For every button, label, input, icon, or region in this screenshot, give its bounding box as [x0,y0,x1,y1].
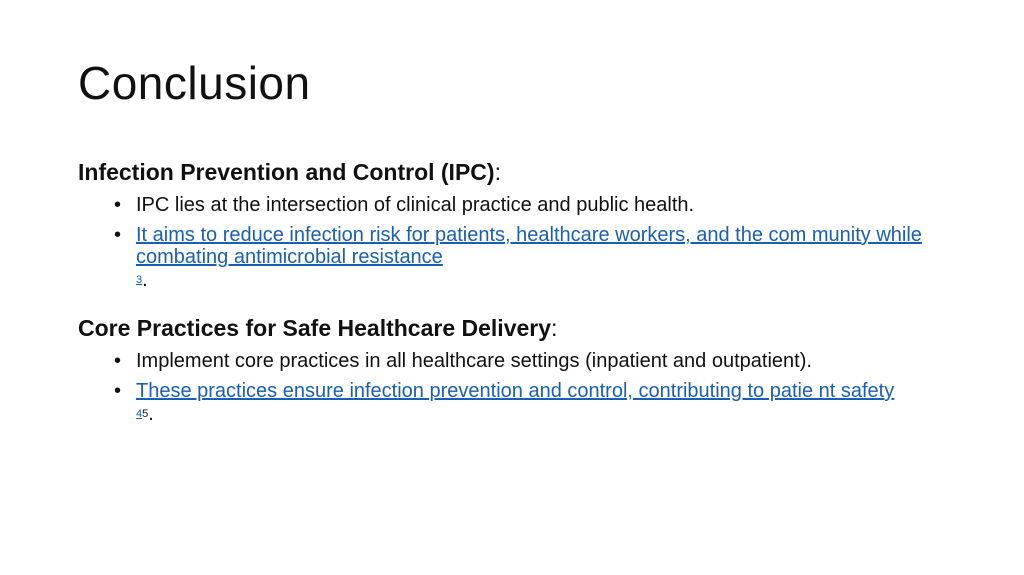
bullet-list [78,350,958,424]
bullet-dot-icon: • [114,350,122,372]
bullet-dot-icon: • [114,194,122,216]
section-heading-text: Infection Prevention and Control (IPC) [78,159,495,185]
bullet-item [78,224,958,290]
bullet-item [78,350,958,372]
section-heading [78,312,958,344]
section-heading [78,156,958,188]
bullet-text: Implement core practices in all healthcare settings (inpatient and outpatient). [136,350,812,372]
citation-line [136,404,958,424]
trailing-period: . [142,269,148,291]
citation-link-3[interactable]: 3 [136,274,143,286]
practices-ensure-link[interactable]: These practices ensure infection prevention and control, contributing to patie nt safety [136,380,895,402]
section-ipc [78,156,958,290]
section-heading-colon: : [494,159,501,185]
slide-content [78,156,958,432]
bullet-list [78,194,958,290]
bullet-text: IPC lies at the intersection of clinical practice and public health. [136,194,695,216]
section-heading-colon: : [551,315,558,341]
bullet-item [78,380,958,424]
ipc-aims-link[interactable]: It aims to reduce infection risk for patients, healthcare workers, and the com munity while combating antimicrobial resistance [136,224,922,268]
section-core-practices [78,312,958,424]
bullet-item [78,194,958,216]
trailing-period: . [148,403,154,425]
bullet-dot-icon: • [114,224,122,246]
citation-link-4[interactable]: 4 [136,408,143,420]
bullet-dot-icon: • [114,380,122,402]
slide-title: Conclusion [78,57,311,109]
citation-line [136,270,958,290]
citation-5[interactable]: 5 [142,408,149,420]
section-heading-text: Core Practices for Safe Healthcare Delivery [78,315,552,341]
section-gap [78,298,958,312]
